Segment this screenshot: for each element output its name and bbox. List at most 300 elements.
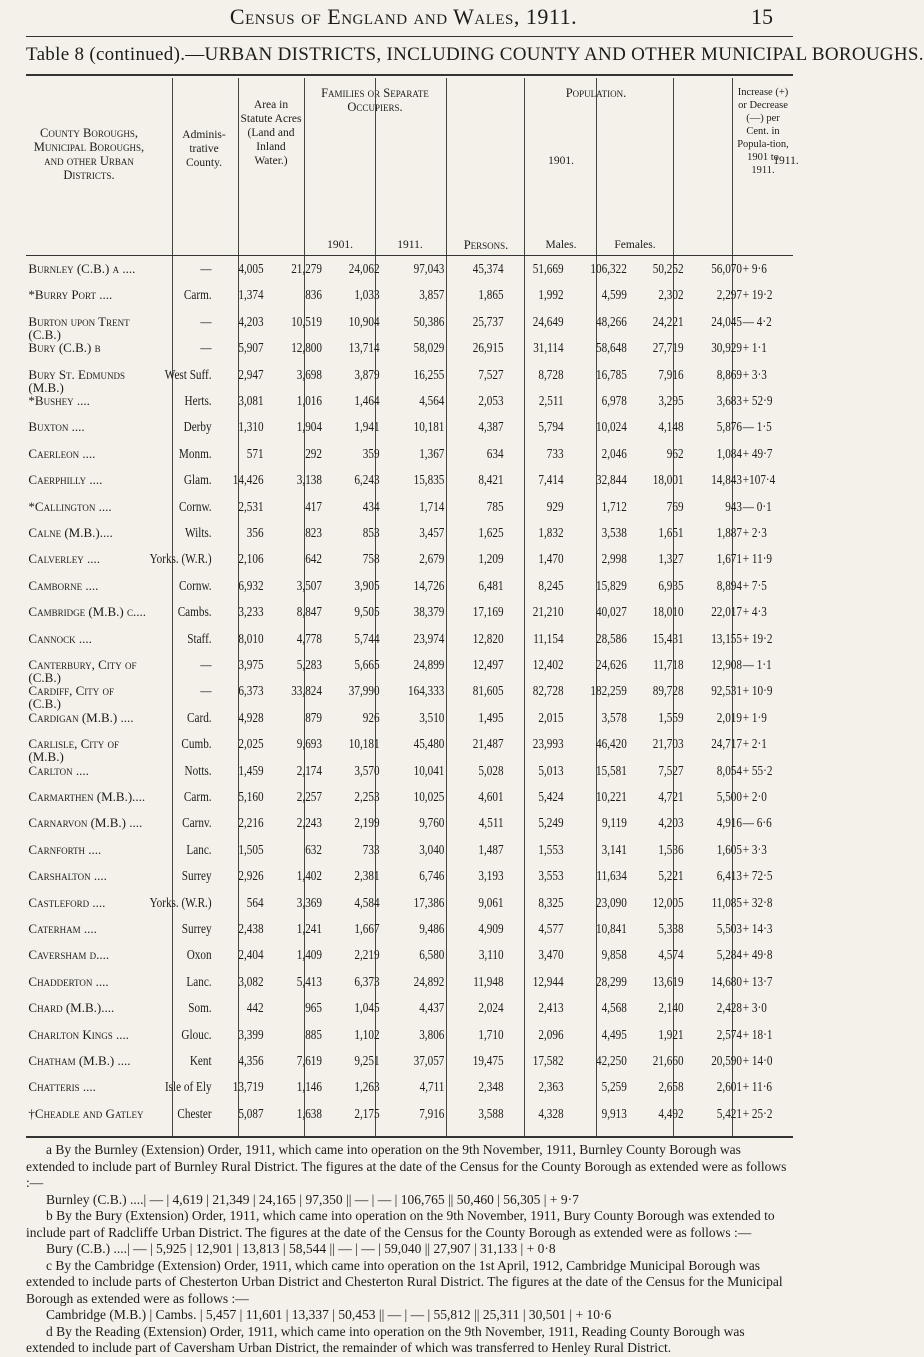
row-name: Bury (C.B.) b [28, 340, 101, 356]
row-males-1901: 1,710 [478, 1027, 504, 1043]
row-females-1911: 943 [725, 499, 742, 515]
header-area: Area in Statute Acres (Land and Inland Water.) [240, 99, 302, 167]
row-males-1901: 3,193 [478, 869, 504, 885]
row-name: Chard (M.B.).... [28, 1000, 115, 1016]
row-families-1911: 3,879 [354, 367, 380, 383]
row-persons-1901: 1,714 [419, 499, 445, 515]
row-area: 8,010 [238, 631, 264, 647]
row-increase: + 32·8 [742, 895, 773, 911]
row-persons-1901: 17,386 [413, 895, 445, 911]
row-persons-1911: 106,322 [590, 262, 627, 277]
row-females-1901: 24,649 [532, 314, 564, 330]
row-males-1911: 24,221 [652, 314, 684, 330]
row-families-1901: 2,174 [296, 763, 322, 779]
row-increase: + 18·1 [742, 1027, 773, 1043]
row-females-1901: 2,363 [538, 1080, 564, 1096]
row-name: Castleford .... [28, 894, 106, 910]
row-increase: + 1·1 [742, 341, 767, 357]
row-county: Card. [187, 710, 212, 726]
row-families-1901: 965 [305, 1001, 322, 1017]
row-area: 564 [246, 895, 264, 911]
row-county: Som. [188, 1001, 212, 1017]
row-county: Isle of Ely [164, 1080, 212, 1096]
row-persons-1901: 7,916 [419, 1106, 445, 1122]
row-area: 3,233 [238, 605, 264, 621]
header-population: Population. [565, 86, 627, 100]
row-females-1911: 5,500 [716, 790, 742, 805]
row-females-1901: 1,832 [538, 526, 564, 541]
row-county: Lanc. [186, 842, 212, 858]
row-county: Cornw. [179, 578, 212, 594]
row-families-1901: 3,507 [296, 578, 322, 594]
row-males-1911: 18,001 [652, 473, 684, 489]
row-name: Bury St. Edmunds (M.B.) [28, 366, 126, 395]
row-families-1901: 2,257 [296, 790, 322, 805]
row-males-1911: 11,718 [653, 658, 684, 673]
row-persons-1911: 23,090 [596, 895, 627, 911]
row-males-1901: 26,915 [472, 341, 504, 357]
row-name: Carlton .... [28, 762, 89, 778]
row-females-1901: 4,577 [538, 922, 564, 937]
row-females-1911: 30,929 [711, 341, 742, 357]
row-increase: + 11·9 [742, 552, 773, 568]
row-males-1911: 1,921 [658, 1027, 684, 1043]
row-county: Monm. [178, 446, 212, 462]
row-females-1911: 1,605 [716, 842, 742, 858]
row-families-1901: 1,241 [296, 922, 322, 937]
row-persons-1911: 46,420 [596, 737, 627, 753]
row-increase: — 6·6 [742, 816, 772, 832]
row-families-1911: 3,905 [354, 578, 380, 594]
row-males-1911: 4,492 [658, 1106, 684, 1122]
row-females-1911: 2,428 [716, 1001, 742, 1017]
row-males-1911: 4,148 [658, 420, 684, 436]
row-area: 2,926 [238, 869, 264, 885]
row-families-1911: 10,181 [348, 737, 380, 753]
row-families-1911: 10,904 [348, 314, 380, 330]
footnote-a-row: Burnley (C.B.) ....| — | 4,619 | 21,349 | 24,165 | 97,350 || — | — | 106,765 || 50,460 | 56,305 | + 9·7 [46, 1191, 579, 1207]
row-persons-1911: 1,712 [601, 499, 627, 515]
row-increase: + 9·6 [742, 262, 767, 277]
footnote-b-row: Bury (C.B.) ....| — | 5,925 | 12,901 | 13,813 | 58,544 || — | — | 59,040 || 27,907 | 31,133 | + 0·8 [46, 1241, 556, 1256]
footnote-b: b By the Bury (Extension) Order, 1911, which came into operation on the 9th November, 1911, Bury County Borough was extended to include part of Radcliffe Urban District. The figures at the date of the Census for the County Borough as extended were as follows :— [26, 1208, 775, 1240]
row-persons-1901: 45,480 [413, 737, 445, 753]
row-name: Cannock .... [28, 630, 92, 646]
row-families-1911: 6,373 [354, 974, 380, 990]
row-males-1901: 81,605 [472, 684, 504, 700]
row-name: *Burry Port .... [28, 287, 113, 303]
row-area: 3,975 [238, 658, 264, 673]
row-families-1911: 5,665 [354, 658, 380, 673]
row-males-1901: 45,374 [472, 262, 504, 277]
row-families-1911: 5,744 [354, 631, 380, 647]
row-families-1911: 4,584 [354, 895, 380, 911]
row-area: 4,928 [238, 710, 264, 726]
row-area: 2,947 [238, 367, 264, 383]
row-increase: + 2·3 [742, 526, 767, 541]
row-females-1901: 8,728 [538, 367, 564, 383]
row-increase: — 0·1 [742, 499, 772, 515]
row-persons-1901: 97,043 [413, 262, 445, 277]
row-persons-1901: 4,564 [419, 394, 445, 409]
table-row [26, 1105, 773, 1137]
row-name: Caversham d.... [28, 947, 110, 963]
row-males-1901: 8,421 [478, 473, 504, 489]
row-females-1901: 929 [546, 499, 564, 515]
row-males-1911: 4,721 [658, 790, 684, 805]
row-name: *Bushey .... [28, 393, 90, 408]
row-families-1911: 1,045 [354, 1001, 380, 1017]
row-county: Surrey [181, 869, 212, 885]
row-females-1911: 8,894 [716, 578, 742, 594]
row-males-1901: 1,209 [478, 552, 504, 568]
row-persons-1911: 6,978 [601, 394, 627, 409]
header-increase: Increase (+) or Decrease (—) per Cent. in Popula-tion, 1901 to 1911. [737, 87, 789, 176]
row-families-1911: 2,175 [354, 1106, 380, 1122]
row-county: Notts. [184, 763, 212, 779]
row-county: — [200, 684, 212, 700]
row-males-1901: 2,348 [478, 1080, 504, 1096]
row-persons-1911: 4,568 [601, 1001, 627, 1017]
row-persons-1901: 14,726 [413, 578, 445, 594]
footnote-a: a By the Burnley (Extension) Order, 1911, which came into operation on the 9th November, 1911, Burnley County Borough was extended to include part of Burnley Rural District. The figures at the date of the Census for the County Borough as extended were as follows :— [26, 1142, 787, 1190]
row-persons-1911: 11,634 [596, 869, 627, 885]
row-county: Lanc. [186, 974, 212, 990]
row-county: Carnv. [182, 816, 212, 832]
footnote-c: c By the Cambridge (Extension) Order, 1911, which came into operation on the 1st April, 1912, Cambridge Municipal Borough was extended to include parts of Chesterton Urban District and Chesterton Rural District. The figures at the date of the Census for the Municipal Borough as extended were as follows :— [26, 1257, 783, 1306]
row-males-1901: 12,820 [472, 631, 504, 647]
row-families-1901: 12,800 [291, 341, 322, 357]
row-females-1901: 2,511 [538, 394, 564, 409]
row-persons-1901: 6,746 [419, 869, 445, 885]
row-county: Glam. [183, 473, 212, 489]
row-families-1911: 2,381 [354, 869, 380, 885]
row-females-1911: 5,421 [716, 1106, 742, 1122]
footnote-c-row: Cambridge (M.B.) | Cambs. | 5,457 | 11,601 | 13,337 | 50,453 || — | — | 55,812 || 25,311 | 30,501 | + 10·6 [46, 1307, 612, 1322]
header-males-1901: Males. [545, 239, 577, 251]
row-males-1901: 2,053 [478, 394, 504, 409]
row-county: — [200, 262, 212, 277]
row-increase: + 55·2 [742, 763, 773, 779]
table-top-rule [26, 74, 793, 76]
row-females-1911: 13,155 [711, 631, 742, 647]
row-persons-1901: 3,510 [419, 710, 445, 726]
row-females-1901: 5,013 [538, 763, 564, 779]
row-males-1911: 4,574 [658, 948, 684, 964]
footnote-d: d By the Reading (Extension) Order, 1911, which came into operation on the 9th November, 1911, Reading County Borough was extended to include part of Caversham Urban District, the remainder of which was transferred to Henley Rural District. [26, 1323, 745, 1355]
row-increase: + 14·0 [742, 1054, 773, 1069]
row-females-1911: 14,680 [711, 974, 742, 990]
row-increase: + 3·3 [742, 842, 767, 858]
row-area: 3,081 [238, 394, 264, 409]
row-persons-1911: 16,785 [596, 367, 627, 383]
row-increase: + 49·8 [742, 948, 773, 964]
row-families-1901: 3,138 [296, 473, 322, 489]
row-increase: + 49·7 [742, 446, 773, 462]
row-females-1901: 12,402 [532, 658, 564, 673]
row-families-1901: 21,279 [291, 262, 322, 277]
row-name: Charlton Kings .... [28, 1026, 129, 1042]
row-females-1901: 23,993 [532, 737, 564, 753]
row-families-1911: 2,199 [354, 816, 380, 832]
row-county: — [200, 341, 212, 357]
row-area: 1,310 [238, 420, 264, 436]
row-females-1901: 2,413 [538, 1001, 564, 1017]
row-name: Carmarthen (M.B.).... [28, 789, 146, 804]
row-females-1911: 8,054 [716, 763, 742, 779]
row-name: Carnforth .... [28, 841, 102, 857]
row-persons-1901: 4,711 [419, 1080, 445, 1096]
row-families-1901: 642 [305, 552, 322, 568]
row-females-1901: 5,424 [538, 790, 564, 805]
row-males-1911: 2,658 [658, 1080, 684, 1096]
row-females-1911: 22,017 [711, 605, 742, 621]
row-area: 14,426 [232, 473, 264, 489]
row-name: *Callington .... [28, 498, 112, 514]
row-increase: + 1·9 [742, 710, 767, 726]
row-area: 5,160 [238, 790, 264, 805]
row-males-1911: 13,619 [652, 974, 684, 990]
row-persons-1911: 28,299 [596, 974, 627, 990]
row-persons-1911: 28,586 [596, 631, 627, 647]
row-name: Burnley (C.B.) a .... [28, 261, 136, 276]
row-county: Kent [189, 1054, 212, 1069]
row-females-1901: 12,944 [532, 974, 564, 990]
row-females-1901: 4,328 [538, 1106, 564, 1122]
row-persons-1911: 4,599 [601, 288, 627, 304]
row-persons-1901: 2,679 [419, 552, 445, 568]
row-males-1901: 1,487 [478, 842, 504, 858]
row-county: Wilts. [184, 526, 212, 541]
header-persons-1901: Persons. [463, 238, 509, 252]
table-title: Table 8 (continued).—URBAN DISTRICTS, INCLUDING COUNTY AND OTHER MUNICIPAL BOROUGHS. [26, 44, 924, 65]
row-families-1901: 823 [305, 526, 322, 541]
row-families-1911: 1,263 [354, 1080, 380, 1096]
row-increase: + 2·0 [742, 790, 767, 805]
row-males-1911: 5,221 [658, 869, 684, 885]
row-area: 3,399 [238, 1027, 264, 1043]
row-males-1911: 3,295 [658, 394, 684, 409]
row-families-1901: 1,638 [296, 1106, 322, 1122]
row-females-1911: 2,601 [716, 1080, 742, 1096]
row-families-1911: 853 [362, 526, 380, 541]
row-name: Carshalton .... [28, 868, 107, 884]
row-females-1911: 12,908 [711, 658, 742, 673]
row-persons-1901: 3,806 [419, 1027, 445, 1043]
row-area: 5,087 [238, 1106, 264, 1122]
row-persons-1911: 9,858 [601, 948, 627, 964]
row-persons-1901: 3,857 [419, 288, 445, 304]
row-persons-1911: 3,141 [601, 842, 627, 858]
row-area: 2,531 [238, 499, 264, 515]
row-area: 6,373 [238, 684, 264, 700]
row-males-1911: 7,527 [658, 763, 684, 779]
header-females-1901: Females. [614, 239, 656, 251]
row-families-1911: 9,505 [354, 605, 380, 621]
row-males-1901: 4,909 [478, 922, 504, 937]
row-males-1911: 962 [666, 446, 684, 462]
row-increase: + 11·6 [742, 1080, 773, 1096]
row-males-1901: 4,511 [478, 816, 504, 832]
row-persons-1911: 58,648 [596, 341, 627, 357]
row-increase: + 52·9 [742, 394, 773, 409]
row-females-1901: 1,470 [538, 552, 564, 568]
row-females-1911: 6,413 [716, 869, 742, 885]
row-persons-1911: 15,581 [596, 763, 627, 779]
row-families-1901: 1,146 [296, 1080, 322, 1096]
row-increase: +107·4 [742, 473, 776, 489]
row-name: Cardiff, City of (C.B.) [28, 683, 115, 712]
row-name: Buxton .... [28, 419, 85, 435]
row-county: Staff. [187, 631, 212, 647]
row-persons-1911: 48,266 [596, 314, 627, 330]
row-males-1901: 21,487 [472, 737, 504, 753]
row-females-1901: 21,210 [532, 605, 564, 621]
row-males-1911: 1,536 [658, 842, 684, 858]
row-males-1911: 1,559 [658, 710, 684, 726]
row-families-1901: 885 [305, 1027, 322, 1043]
row-persons-1911: 15,829 [596, 578, 627, 594]
page-number: 15 [751, 4, 773, 29]
row-persons-1901: 15,835 [413, 473, 445, 489]
row-increase: + 19·2 [742, 288, 773, 304]
row-families-1911: 3,570 [354, 763, 380, 779]
row-increase: — 4·2 [742, 314, 772, 330]
row-females-1901: 5,249 [538, 816, 564, 832]
row-county: Carm. [183, 288, 212, 304]
row-males-1901: 4,387 [478, 420, 504, 436]
row-persons-1911: 182,259 [590, 684, 627, 700]
row-males-1901: 19,475 [472, 1054, 504, 1069]
row-families-1911: 13,714 [348, 341, 380, 357]
row-increase: + 72·5 [742, 869, 773, 885]
row-males-1901: 785 [486, 499, 504, 515]
row-females-1911: 8,869 [716, 367, 742, 383]
row-males-1911: 12,005 [652, 895, 684, 911]
row-families-1901: 1,402 [296, 869, 322, 885]
row-males-1911: 1,651 [658, 526, 684, 541]
row-families-1911: 2,253 [354, 790, 380, 805]
row-persons-1901: 3,040 [419, 842, 445, 858]
row-families-1901: 417 [305, 499, 322, 515]
row-area: 13,719 [232, 1080, 264, 1096]
row-males-1911: 50,252 [652, 262, 684, 277]
row-name: Caerphilly .... [28, 472, 103, 488]
row-persons-1901: 4,437 [419, 1001, 445, 1017]
row-males-1901: 2,024 [478, 1001, 504, 1017]
row-name: Carlisle, City of (M.B.) [28, 736, 119, 765]
row-females-1911: 14,843 [711, 473, 742, 489]
row-families-1901: 292 [305, 446, 322, 462]
row-females-1911: 24,717 [711, 737, 742, 753]
row-males-1911: 7,916 [658, 367, 684, 383]
row-increase: + 10·9 [742, 684, 773, 700]
row-name: †Cheadle and Gatley [28, 1105, 144, 1121]
row-persons-1911: 24,626 [596, 658, 627, 673]
row-county: Herts. [184, 394, 212, 409]
row-persons-1911: 4,495 [601, 1027, 627, 1043]
row-county: — [200, 314, 212, 330]
row-families-1911: 24,062 [348, 262, 380, 277]
row-families-1911: 37,990 [348, 684, 380, 700]
row-families-1901: 2,243 [296, 816, 322, 832]
row-females-1911: 5,876 [716, 420, 742, 436]
row-females-1901: 5,794 [538, 420, 564, 436]
row-families-1901: 4,778 [296, 631, 322, 647]
row-name: Chatteris .... [28, 1079, 96, 1095]
row-name: Burton upon Trent (C.B.) [28, 313, 130, 342]
row-area: 1,459 [238, 763, 264, 779]
row-persons-1901: 164,333 [408, 684, 445, 700]
row-persons-1911: 9,119 [602, 816, 627, 832]
row-area: 571 [246, 446, 264, 462]
row-persons-1911: 32,844 [596, 473, 627, 489]
row-area: 1,505 [238, 842, 264, 858]
row-persons-1901: 3,457 [419, 526, 445, 541]
row-females-1911: 5,284 [716, 948, 742, 964]
row-females-1901: 82,728 [532, 684, 564, 700]
row-name: Canterbury, City of (C.B.) [28, 657, 137, 685]
row-persons-1901: 10,181 [413, 420, 445, 436]
row-females-1911: 3,683 [716, 394, 742, 409]
row-persons-1901: 9,486 [419, 922, 445, 937]
row-families-1901: 879 [305, 710, 322, 726]
row-families-1901: 8,847 [296, 605, 322, 621]
header-families: Families or Separate Occupiers. [321, 86, 429, 114]
row-persons-1911: 9,913 [601, 1106, 627, 1122]
row-males-1901: 12,497 [472, 658, 504, 673]
header-families-1901: 1901. [327, 239, 353, 251]
row-persons-1901: 24,899 [413, 658, 445, 673]
row-increase: + 2·1 [742, 737, 767, 753]
header-bottom-rule [26, 255, 793, 256]
row-families-1901: 33,824 [291, 684, 322, 700]
row-families-1901: 632 [305, 842, 322, 858]
row-increase: + 19·2 [742, 631, 773, 647]
row-county: Cumb. [181, 737, 212, 753]
row-females-1901: 31,114 [533, 341, 564, 357]
row-persons-1901: 10,041 [413, 763, 445, 779]
row-males-1911: 1,327 [658, 552, 684, 568]
row-persons-1901: 37,057 [413, 1054, 445, 1069]
row-families-1911: 434 [362, 499, 380, 515]
row-males-1911: 27,719 [652, 341, 684, 357]
row-name: Cardigan (M.B.) .... [28, 709, 134, 725]
row-name: Cambridge (M.B.) c.... [28, 604, 146, 620]
row-increase: + 3·3 [742, 367, 767, 383]
row-females-1911: 5,503 [716, 922, 742, 937]
row-county: Yorks. (W.R.) [149, 895, 212, 911]
row-families-1911: 733 [362, 842, 380, 858]
row-name: Caerleon .... [28, 445, 96, 461]
row-males-1911: 15,431 [652, 631, 684, 647]
row-persons-1911: 3,538 [601, 526, 627, 541]
row-males-1901: 3,588 [478, 1106, 504, 1122]
row-females-1911: 24,045 [711, 314, 742, 330]
row-males-1901: 3,110 [478, 948, 504, 964]
row-families-1911: 1,033 [354, 288, 380, 304]
row-females-1901: 3,553 [538, 869, 564, 885]
row-families-1911: 1,667 [354, 922, 380, 937]
row-families-1901: 3,698 [296, 367, 322, 383]
row-name: Chadderton .... [28, 973, 109, 989]
row-persons-1901: 10,025 [413, 790, 445, 805]
row-families-1911: 1,102 [354, 1027, 380, 1043]
row-increase: — 1·1 [742, 658, 772, 673]
row-families-1901: 836 [305, 288, 322, 304]
row-females-1901: 51,669 [532, 262, 564, 277]
row-males-1911: 2,140 [658, 1001, 684, 1017]
